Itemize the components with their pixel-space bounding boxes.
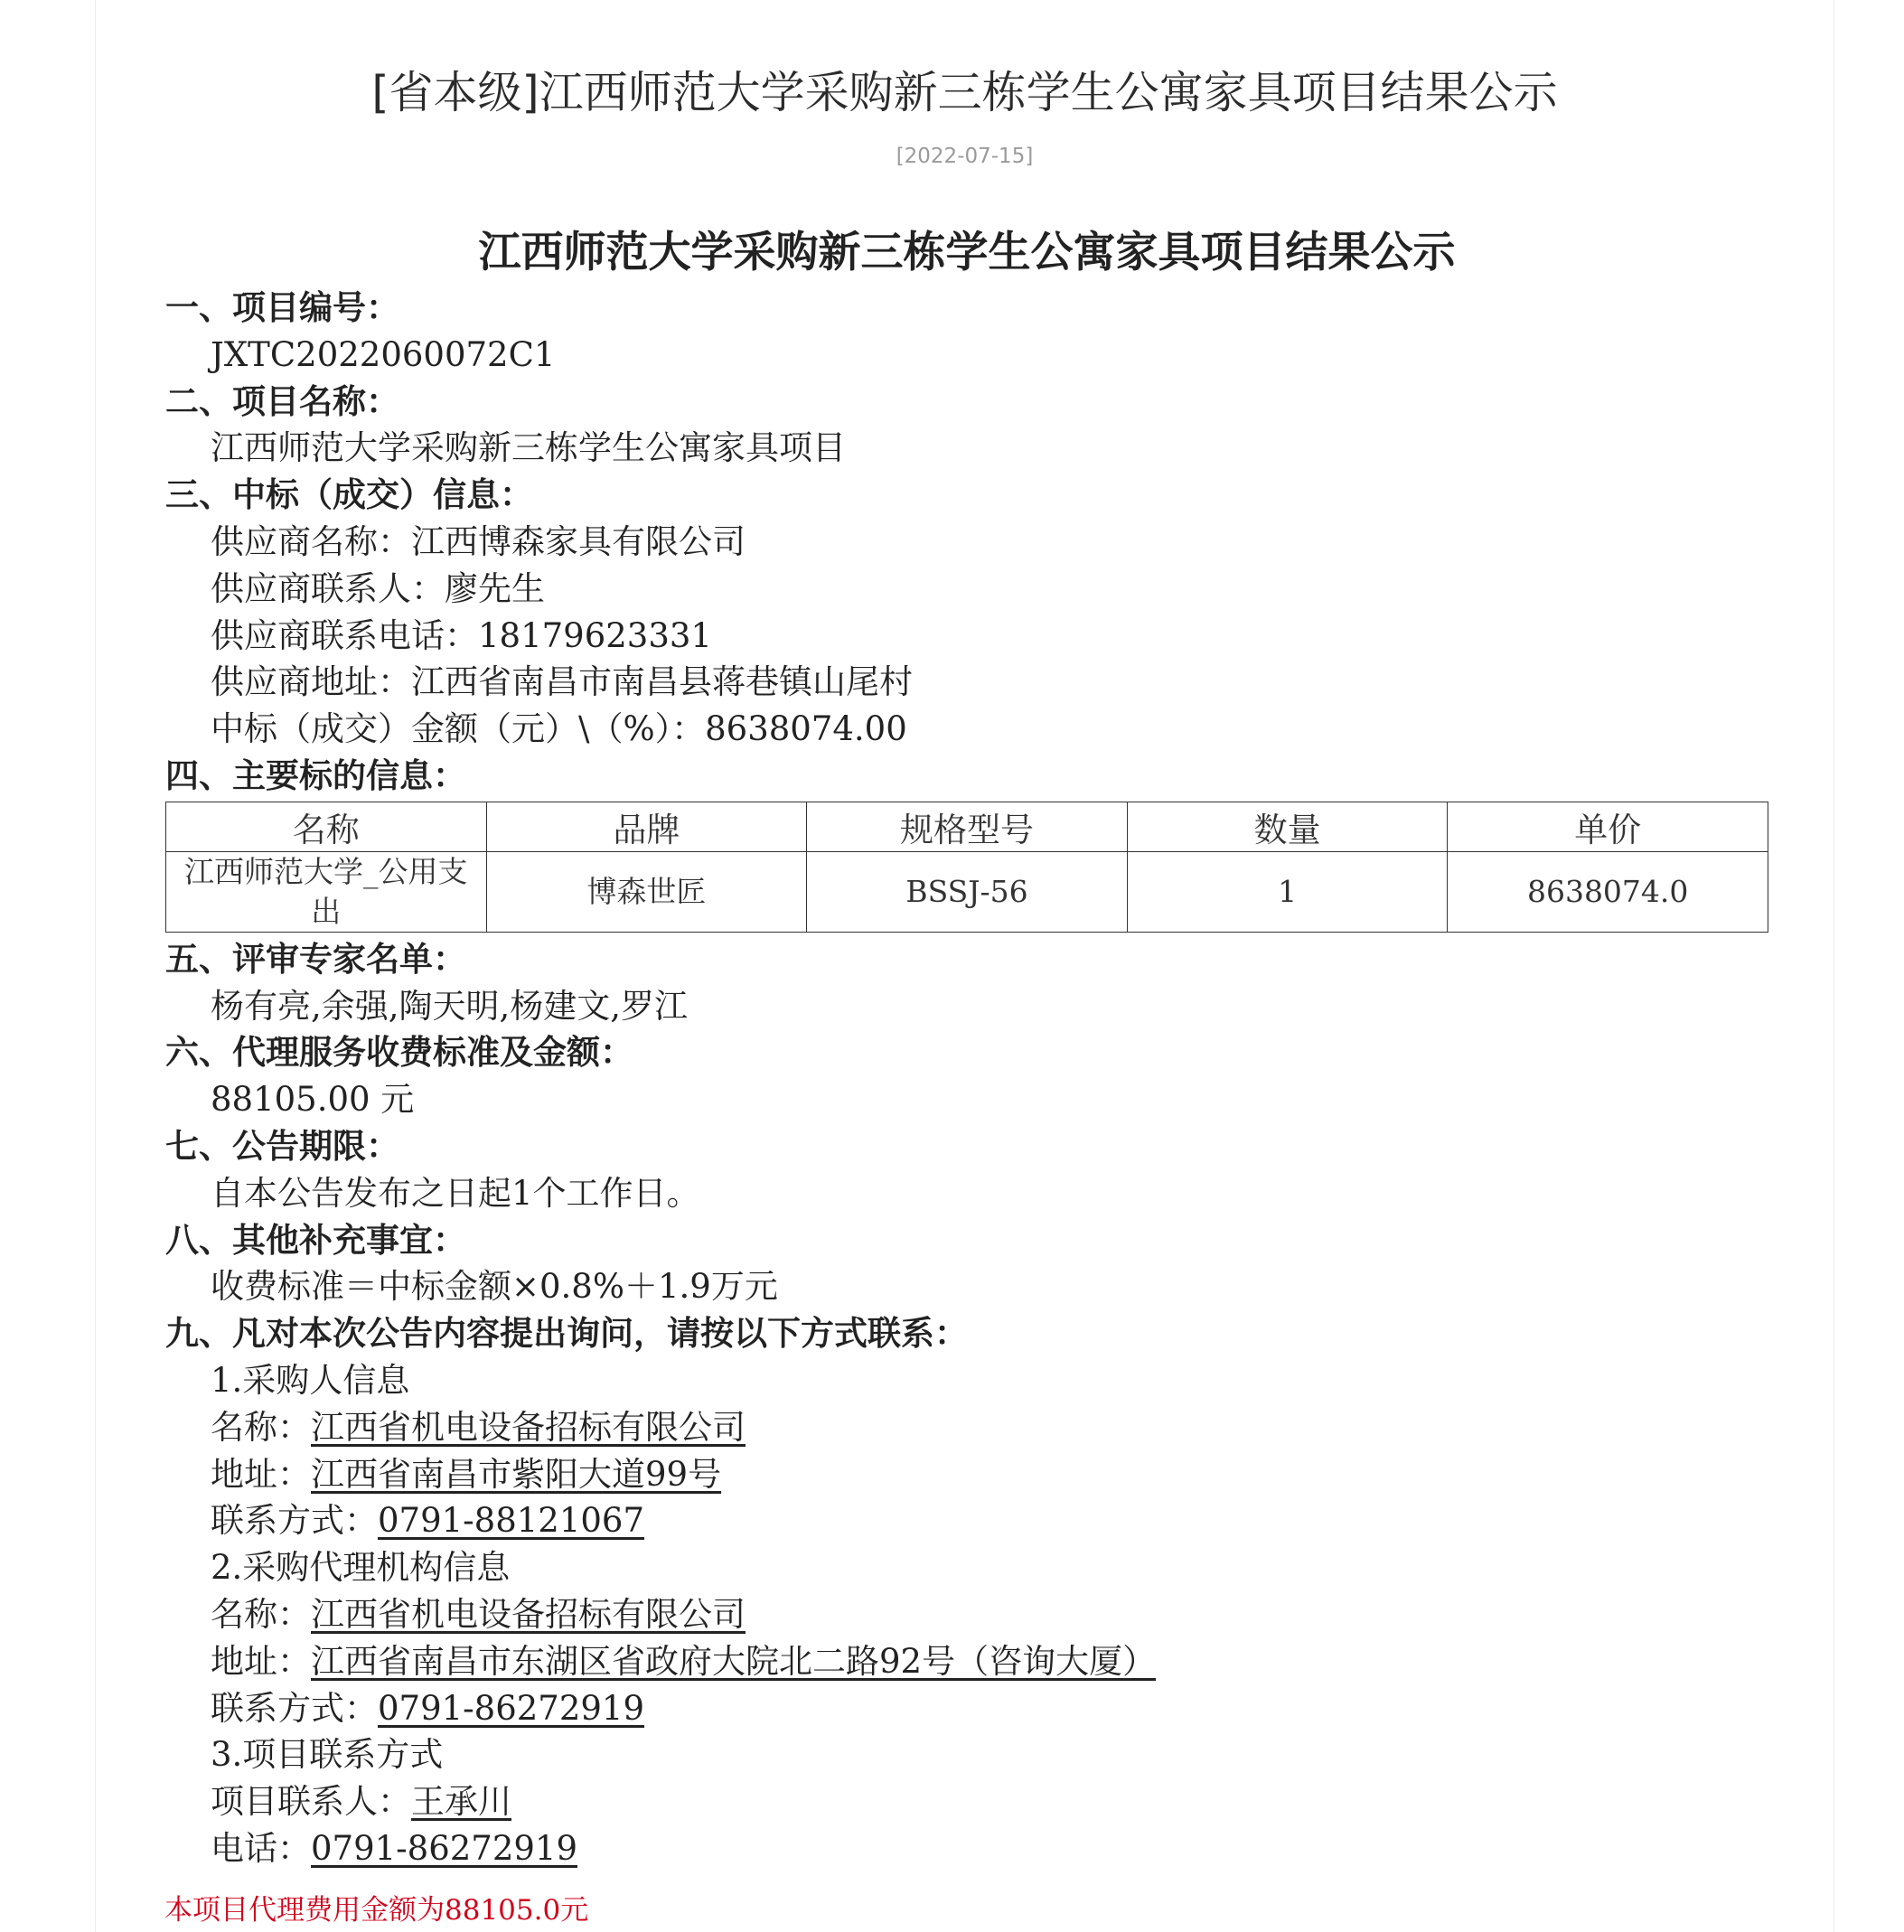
agency-info-label: 2.采购代理机构信息 [211, 1548, 511, 1588]
purchaser-info-label: 1.采购人信息 [211, 1360, 410, 1400]
publish-date: [2022-07-15] [896, 145, 1034, 168]
purchaser-phone-label: 联系方式： [211, 1501, 378, 1541]
project-contact-phone-row [165, 1825, 1768, 1872]
main-items-table [165, 802, 1768, 933]
section-project-number-heading: 一、项目编号： [165, 287, 399, 327]
section-contact-heading: 九、凡对本次公告内容提出询问，请按以下方式联系： [165, 1313, 968, 1354]
section-project-name-heading: 二、项目名称： [165, 380, 399, 421]
supplier-contact: 供应商联系人：廖先生 [211, 568, 545, 608]
project-contact-label: 3.项目联系方式 [211, 1735, 444, 1775]
table-row [166, 851, 1768, 932]
section-agency-fee-heading: 六、代理服务收费标准及金额： [165, 1032, 633, 1073]
table-cell: 1 [1127, 851, 1448, 932]
section-notice-period-heading: 七、公告期限： [165, 1125, 399, 1166]
expert-list: 杨有亮,余强,陶天明,杨建文,罗江 [211, 986, 689, 1026]
table-cell: 8638074.0 [1448, 851, 1768, 932]
agency-fee-note: 本项目代理费用金额为88105.0元 [164, 1894, 589, 1927]
table-header-cell: 数量 [1127, 802, 1448, 851]
purchaser-name-link[interactable]: 江西省机电设备招标有限公司 [311, 1407, 746, 1447]
announcement-body [165, 221, 1768, 1872]
section-other-matters-heading: 八、其他补充事宜： [165, 1219, 466, 1260]
table-header-cell: 名称 [166, 802, 487, 851]
project-contact-person-row [165, 1778, 1768, 1825]
section-award-info-heading: 三、中标（成交）信息： [165, 474, 533, 515]
agency-name-row [165, 1591, 1768, 1638]
project-contact-phone-link[interactable]: 0791-86272919 [311, 1828, 577, 1868]
table-header-cell: 单价 [1448, 802, 1768, 851]
page-title: [省本级]江西师范大学采购新三栋学生公寓家具项目结果公示 [371, 67, 1558, 118]
notice-period: 自本公告发布之日起1个工作日。 [211, 1173, 700, 1213]
project-contact-phone-label: 电话： [211, 1828, 311, 1868]
purchaser-phone-row [165, 1497, 1768, 1544]
document-title: 江西师范大学采购新三栋学生公寓家具项目结果公示 [478, 228, 1456, 277]
table-cell: BSSJ-56 [807, 851, 1128, 932]
agency-phone-link[interactable]: 0791-86272919 [378, 1688, 644, 1728]
project-contact-person-label: 项目联系人： [211, 1782, 411, 1822]
agency-fee: 88105.00 元 [211, 1080, 415, 1120]
agency-phone-label: 联系方式： [211, 1688, 378, 1728]
page-container [95, 0, 1834, 1932]
table-header-row [166, 802, 1768, 851]
supplier-name: 供应商名称：江西博森家具有限公司 [211, 521, 746, 561]
purchaser-name-label: 名称： [211, 1407, 311, 1447]
agency-address-row [165, 1638, 1768, 1685]
award-amount: 中标（成交）金额（元）\（%）：8638074.00 [211, 709, 907, 749]
section-experts-heading: 五、评审专家名单： [165, 938, 466, 979]
purchaser-address-row [165, 1451, 1768, 1498]
agency-address-label: 地址： [211, 1641, 311, 1681]
supplier-phone: 供应商联系电话：18179623331 [211, 615, 712, 655]
purchaser-name-row [165, 1404, 1768, 1451]
purchaser-address-label: 地址： [211, 1454, 311, 1494]
fee-standard: 收费标准＝中标金额×0.8%＋1.9万元 [211, 1267, 778, 1307]
agency-address-link[interactable]: 江西省南昌市东湖区省政府大院北二路92号（咨询大厦） [311, 1641, 1157, 1681]
table-cell: 博森世匠 [486, 851, 807, 932]
purchaser-phone-link[interactable]: 0791-88121067 [378, 1501, 644, 1541]
table-cell: 江西师范大学_公用支出 [166, 851, 487, 932]
agency-name-label: 名称： [211, 1594, 311, 1634]
table-header-cell: 品牌 [486, 802, 807, 851]
supplier-address: 供应商地址：江西省南昌市南昌县蒋巷镇山尾村 [211, 662, 913, 702]
project-number: JXTC2022060072C1 [211, 334, 556, 374]
purchaser-address-link[interactable]: 江西省南昌市紫阳大道99号 [311, 1454, 722, 1494]
project-name: 江西师范大学采购新三栋学生公寓家具项目 [211, 428, 846, 468]
project-contact-person-link[interactable]: 王承川 [411, 1782, 511, 1822]
table-header-cell: 规格型号 [807, 802, 1128, 851]
section-main-items-heading: 四、主要标的信息： [165, 755, 466, 795]
agency-name-link[interactable]: 江西省机电设备招标有限公司 [311, 1594, 746, 1634]
agency-phone-row [165, 1685, 1768, 1732]
